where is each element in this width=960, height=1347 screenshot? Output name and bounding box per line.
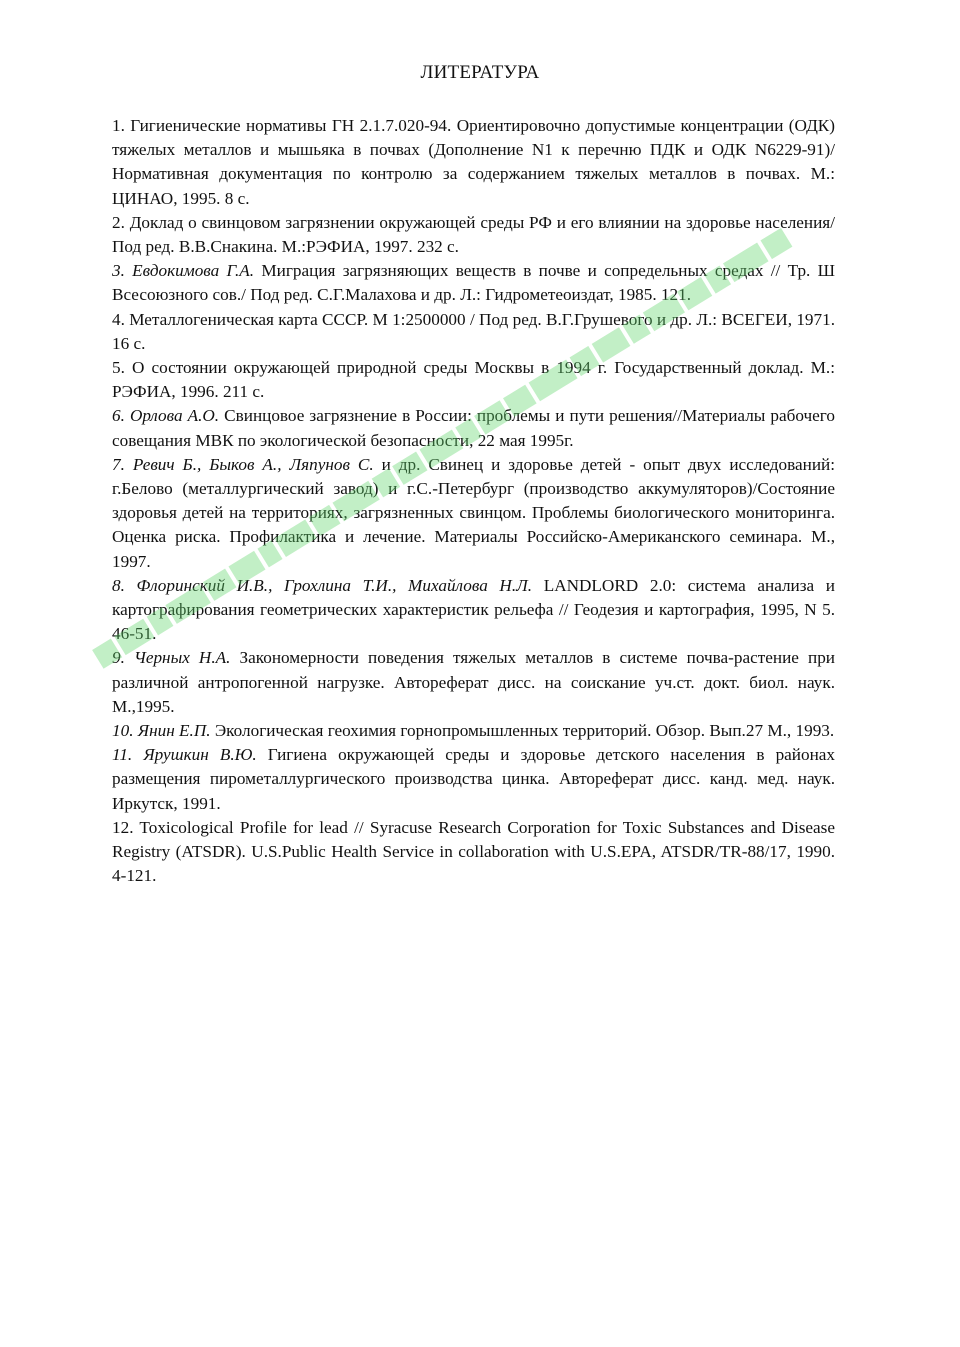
reference-item-10 [112, 719, 835, 743]
reference-author: 11. Ярушкин В.Ю. [112, 745, 257, 765]
reference-text: Закономерности поведения тяжелых металлов в системе почва-растение при различной антропогенной нагрузке. Автореферат дисс. на соискание уч.ст. докт. биол. наук. М.,1995. [112, 648, 835, 716]
reference-item-1 [112, 114, 835, 211]
reference-author: 10. Янин Е.П. [112, 721, 211, 741]
reference-text: Гигиена окружающей среды и здоровье детского населения в районах размещения пирометаллургического производства цинка. Автореферат дисс. канд. мед. наук. Иркутск, 1991. [112, 745, 835, 813]
reference-text: 12. Toxicological Profile for lead // Syracuse Research Corporation for Toxic Substances and Disease Registry (ATSDR). U.S.Public Health Service in collaboration with U.S.EPA, ATSDR/TR-88/17, 1990. 4-121. [112, 817, 835, 886]
reference-text: Миграция загрязняющих веществ в почве и сопредельных средах // Тр. Ш Всесоюзного сов./ Под ред. С.Г.Малахова и др. Л.: Гидрометеоиздат, 1985. 121. [112, 261, 835, 305]
reference-text: 4. Металлогеническая карта СССР. М 1:2500000 / Под ред. В.Г.Грушевого и др. Л.: ВСЕГЕИ, 1971. 16 с. [112, 309, 835, 353]
reference-text: Свинцовое загрязнение в России: проблемы и пути решения//Материалы рабочего совещания МВК по экологической безопасности, 22 мая 1995г. [112, 406, 835, 450]
reference-author: 9. Черных Н.А. [112, 648, 231, 668]
reference-list [112, 114, 835, 889]
reference-text: 1. Гигиенические нормативы ГН 2.1.7.020-94. Ориентировочно допустимые концентрации (ОДК) тяжелых металлов и мышьяка в почвах (Дополнение N1 к перечню ПДК и ОДК N6229-91)/Нормативная документация по контролю за содержанием тяжелых металлов в почвах. М.: ЦИНАО, 1995. 8 с. [112, 116, 835, 208]
reference-item-9 [112, 646, 835, 719]
reference-item-11 [112, 743, 835, 816]
reference-text: LANDLORD 2.0: система анализа и картографирования геометрических характеристик рельефа // Геодезия и картография, 1995, N 5. 46-51. [112, 575, 835, 644]
reference-item-6 [112, 404, 835, 452]
reference-item-2 [112, 211, 835, 259]
reference-text: 2. Доклад о свинцовом загрязнении окружающей среды РФ и его влиянии на здоровье населения/Под ред. В.В.Снакина. М.:РЭФИА, 1997. 232 с. [112, 212, 835, 257]
reference-item-3 [112, 259, 835, 307]
reference-item-12 [112, 816, 835, 889]
reference-author: 3. Евдокимова Г.А. [112, 261, 255, 281]
reference-item-4 [112, 308, 835, 356]
reference-item-5 [112, 356, 835, 404]
reference-author: 6. Орлова А.О. [112, 406, 220, 426]
reference-author: 8. Флоринский И.В., Грохлина Т.И., Михайлова Н.Л. [112, 575, 533, 595]
reference-author: 7. Ревич Б., Быков А., Ляпунов С. [112, 454, 374, 474]
reference-item-7 [112, 453, 835, 574]
reference-item-8 [112, 574, 835, 647]
reference-text: 5. О состоянии окружающей природной среды Москвы в 1994 г. Государственный доклад. М.: РЭФИА, 1996. 211 с. [112, 358, 835, 402]
reference-text: Экологическая геохимия горнопромышленных территорий. Обзор. Вып.27 М., 1993. [210, 721, 835, 741]
reference-text: и др. Свинец и здоровье детей - опыт двух исследований: г.Белово (металлургический завод) и г.С.-Петербург (производство аккумуляторов)/Состояние здоровья детей на территориях, загрязненных свинцом. Проблемы биологического мониторинга. Оценка риска. Профилактика и лечение. Материалы Российско-Американского семинара. М., 1997. [112, 454, 836, 571]
page-title: ЛИТЕРАТУРА [420, 62, 540, 83]
